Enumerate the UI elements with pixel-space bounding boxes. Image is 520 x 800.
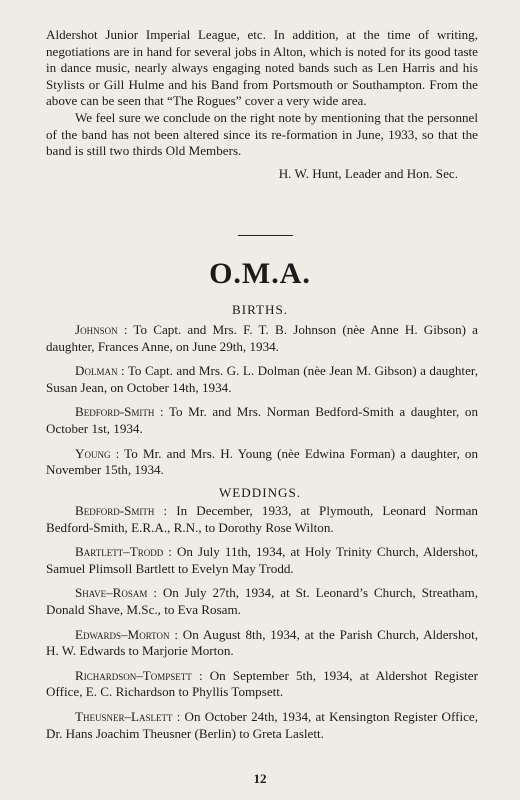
entry-text: : On September 5th, 1934, at Aldershot Register Office, E. C. Richardson to Phyllis Tompsett.: [46, 667, 478, 700]
intro-paragraph-2: We feel sure we conclude on the right note by mentioning that the personnel of the band has not been altered since its re-formation in June, 1933, so that the band is still two thirds Old Members.: [46, 109, 478, 159]
page-number: 12: [253, 771, 267, 786]
entry-name: Dolman: [75, 363, 118, 379]
entry-name: Edwards–Morton: [75, 626, 170, 642]
section-divider: [238, 235, 293, 236]
entry-text: : To Mr. and Mrs. Norman Bedford-Smith a daughter, on October 1st, 1934.: [46, 404, 479, 436]
entry-text: : On August 8th, 1934, at the Parish Church, Aldershot, H. W. Edwards to Marjorie Morton.: [46, 626, 478, 659]
entry-name: Bedford-Smith: [75, 404, 155, 420]
births-list: [46, 322, 478, 487]
wedding-entry: [46, 627, 478, 660]
weddings-list: [46, 503, 478, 750]
birth-entry: [46, 363, 478, 396]
entry-name: Richardson–Tompsett: [75, 667, 192, 683]
birth-entry: [46, 322, 478, 355]
entry-text: : On October 24th, 1934, at Kensington Register Office, Dr. Hans Joachim Theusner (Berlin) to Greta Laslett.: [46, 708, 478, 741]
entry-text: : In December, 1933, at Plymouth, Leonard Norman Bedford-Smith, E.R.A., R.N., to Dorothy Rose Wilton.: [46, 503, 478, 535]
entry-name: Bedford-Smith: [75, 503, 155, 518]
births-title: BIRTHS.: [231, 302, 289, 317]
entry-text: : To Capt. and Mrs. F. T. B. Johnson (nèe Anne H. Gibson) a daughter, Frances Anne, on June 29th, 1934.: [46, 322, 478, 354]
birth-entry: [46, 404, 478, 437]
entry-text: : To Mr. and Mrs. H. Young (nèe Edwina Forman) a daughter, on November 15th, 1934.: [46, 445, 478, 478]
birth-entry: [46, 446, 478, 479]
weddings-title: WEDDINGS.: [218, 485, 302, 500]
entry-name: Johnson: [75, 322, 118, 337]
wedding-entry: [46, 585, 478, 618]
wedding-entry: [46, 503, 478, 536]
entry-name: Shave–Rosam: [75, 585, 148, 601]
entry-name: Bartlett–Trodd: [75, 544, 164, 560]
signature-line: H. W. Hunt, Leader and Hon. Sec.: [278, 165, 458, 181]
entry-text: : On July 27th, 1934, at St. Leonard’s Church, Streatham, Donald Shave, M.Sc., to Eva Rosam.: [46, 585, 478, 617]
entry-name: Young: [75, 445, 111, 461]
section-heading: O.M.A.: [209, 257, 311, 290]
intro-section: [46, 27, 478, 182]
wedding-entry: [46, 709, 478, 742]
entry-text: : On July 11th, 1934, at Holy Trinity Church, Aldershot, Samuel Plimsoll Bartlett to Evelyn May Trodd.: [46, 544, 478, 576]
entry-name: Theusner–Laslett: [75, 708, 173, 724]
intro-paragraph-1: Aldershot Junior Imperial League, etc. In addition, at the time of writing, negotiations are in hand for several jobs in Alton, which is noted for its good taste in dance music, nearly always engaging noted bands such as Len Harris and his Stylists or Gill Hulme and his Band from Portsmouth or Southampton. From the above can be seen that “The Rogues” cover a very wide area.: [46, 27, 478, 109]
wedding-entry: [46, 668, 478, 701]
entry-text: : To Capt. and Mrs. G. L. Dolman (nèe Jean M. Gibson) a daughter, Susan Jean, on October 14th, 1934.: [46, 363, 478, 395]
wedding-entry: [46, 544, 478, 577]
